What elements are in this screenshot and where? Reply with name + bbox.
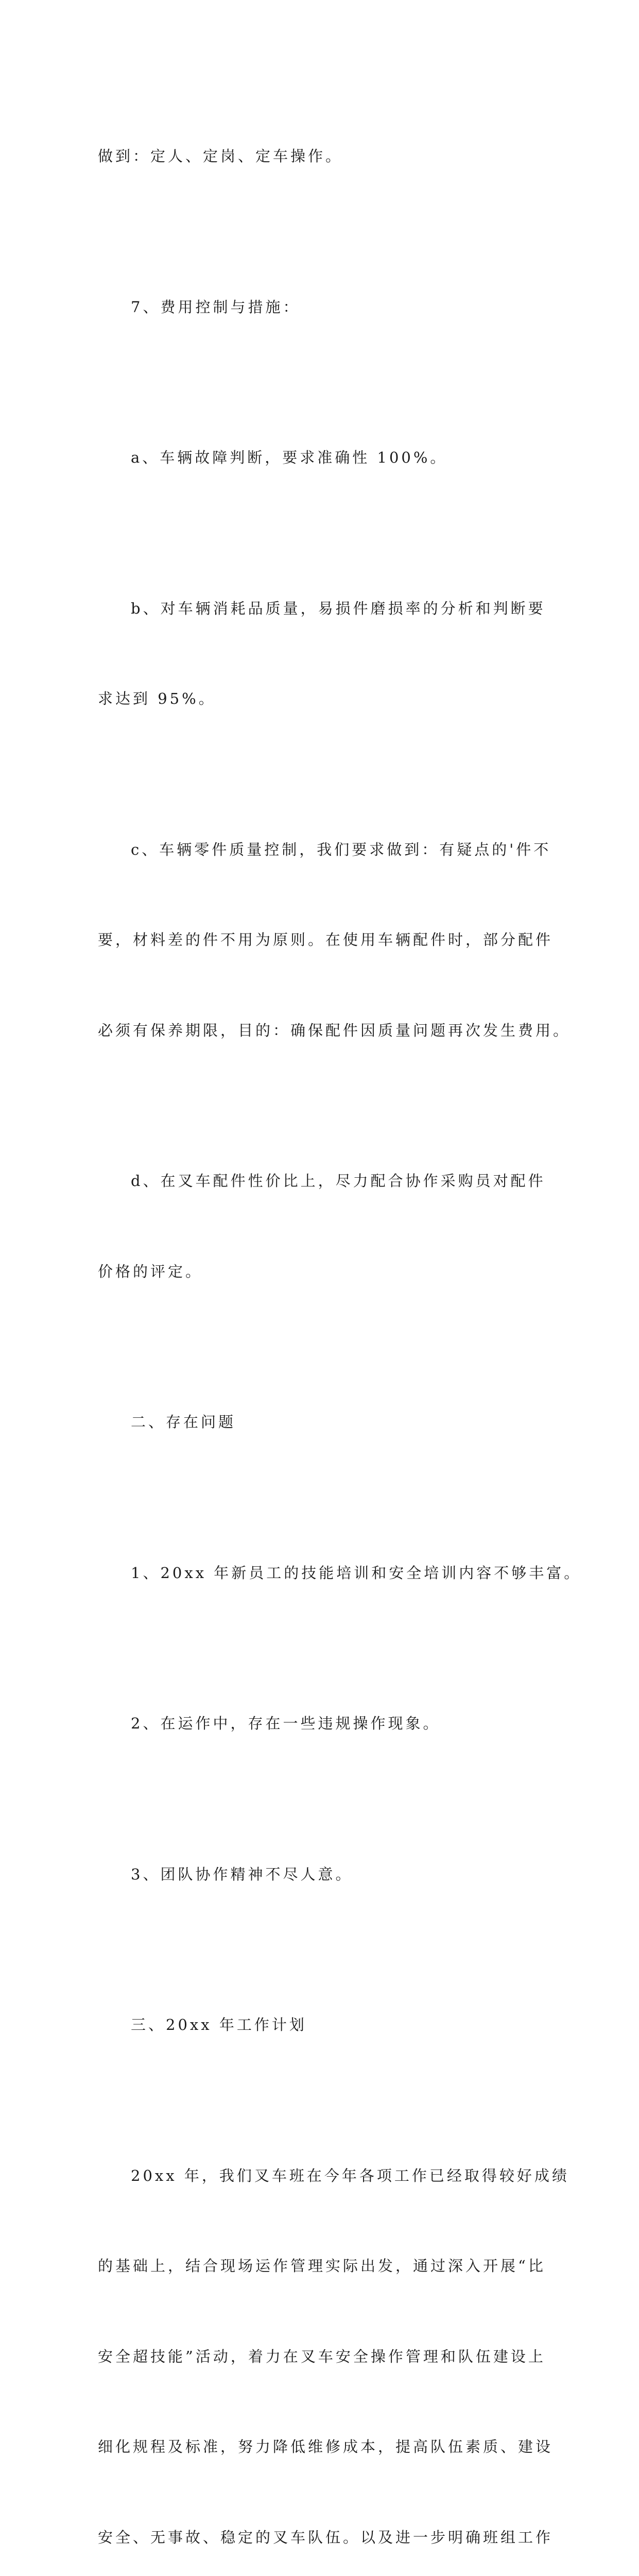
text-line: 3、团队协作精神不尽人意。	[98, 1859, 546, 1890]
text-line: 二、存在问题	[98, 1407, 546, 1437]
text-line: d、在叉车配件性价比上，尽力配合协作采购员对配件	[98, 1166, 546, 1196]
text-line: 细化规程及标准，努力降低维修成本，提高队伍素质、建设	[98, 2432, 546, 2462]
text-line: 安全超技能”活动，着力在叉车安全操作管理和队伍建设上	[98, 2342, 546, 2372]
document-page	[0, 0, 639, 904]
text-line: 2、在运作中，存在一些违规操作现象。	[98, 1708, 546, 1739]
paragraph	[98, 81, 546, 232]
paragraph	[98, 382, 546, 533]
paragraph	[98, 232, 546, 383]
text-line: 20xx 年，我们叉车班在今年各项工作已经取得较好成绩	[98, 2161, 546, 2191]
paragraph	[98, 2100, 546, 2576]
text-line: 安全、无事故、稳定的叉车队伍。以及进一步明确班组工作	[98, 2522, 546, 2553]
paragraph	[98, 1106, 546, 1347]
text-line: b、对车辆消耗品质量，易损件磨损率的分析和判断要	[98, 594, 546, 624]
text-line: 的基础上，结合现场运作管理实际出发，通过深入开展“比	[98, 2251, 546, 2281]
paragraph	[98, 774, 546, 1106]
text-line: 1、20xx 年新员工的技能培训和安全培训内容不够丰富。	[98, 1558, 546, 1588]
paragraph	[98, 1648, 546, 1799]
text-line: 必须有保养期限，目的：确保配件因质量问题再次发生费用。	[98, 1015, 546, 1046]
section-heading	[98, 1347, 546, 1498]
text-line: a、车辆故障判断，要求准确性 100%。	[98, 443, 546, 473]
paragraph	[98, 1498, 546, 1649]
paragraph	[98, 1799, 546, 1950]
section-heading	[98, 1950, 546, 2100]
text-line: 三、20xx 年工作计划	[98, 2010, 546, 2040]
text-line: c、车辆零件质量控制，我们要求做到：有疑点的'件不	[98, 835, 546, 865]
text-line: 7、费用控制与措施：	[98, 292, 546, 323]
paragraph	[98, 533, 546, 774]
text-line: 要，材料差的件不用为原则。在使用车辆配件时，部分配件	[98, 925, 546, 955]
text-line: 求达到 95%。	[98, 684, 546, 714]
text-line: 做到：定人、定岗、定车操作。	[98, 141, 546, 172]
text-line: 价格的评定。	[98, 1257, 546, 1287]
document-body	[98, 81, 546, 2576]
